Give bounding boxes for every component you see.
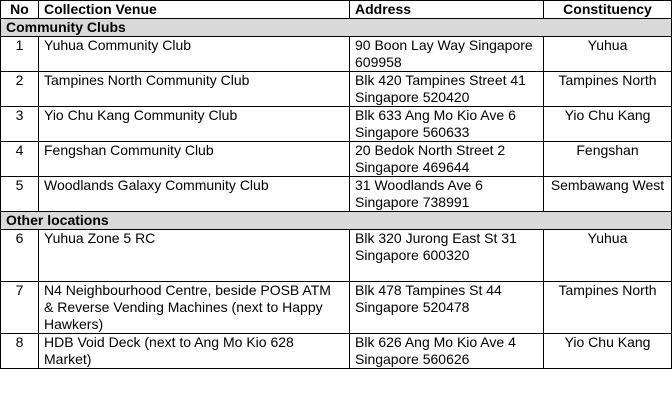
header-constituency: Constituency: [544, 1, 672, 19]
constituency-cell: Sembawang West: [544, 177, 672, 212]
venue-cell: Yuhua Community Club: [39, 37, 350, 72]
table-row: [1, 282, 672, 334]
table-row: [1, 72, 672, 107]
header-address: Address: [350, 1, 544, 19]
header-no: No: [1, 1, 39, 19]
table-row: [1, 230, 672, 282]
address-cell: Blk 626 Ang Mo Kio Ave 4 Singapore 560626: [350, 334, 544, 369]
section-title: Other locations: [1, 212, 672, 230]
row-number: 4: [1, 142, 39, 177]
constituency-cell: Yuhua: [544, 37, 672, 72]
section-header-community-clubs: [1, 19, 672, 37]
constituency-cell: Yio Chu Kang: [544, 107, 672, 142]
row-number: 1: [1, 37, 39, 72]
row-number: 6: [1, 230, 39, 282]
address-cell: Blk 420 Tampines Street 41 Singapore 520420: [350, 72, 544, 107]
table-row: [1, 107, 672, 142]
venue-cell: HDB Void Deck (next to Ang Mo Kio 628 Market): [39, 334, 350, 369]
venue-cell: Woodlands Galaxy Community Club: [39, 177, 350, 212]
header-row: [1, 1, 672, 19]
address-cell: 20 Bedok North Street 2 Singapore 469644: [350, 142, 544, 177]
address-cell: 90 Boon Lay Way Singapore 609958: [350, 37, 544, 72]
constituency-cell: Yuhua: [544, 230, 672, 282]
table-row: [1, 334, 672, 369]
header-collection-venue: Collection Venue: [39, 1, 350, 19]
row-number: 7: [1, 282, 39, 334]
section-title: Community Clubs: [1, 19, 672, 37]
section-header-other-locations: [1, 212, 672, 230]
row-number: 2: [1, 72, 39, 107]
row-number: 8: [1, 334, 39, 369]
address-cell: Blk 320 Jurong East St 31 Singapore 600320: [350, 230, 544, 282]
table-row: [1, 142, 672, 177]
address-cell: Blk 633 Ang Mo Kio Ave 6 Singapore 560633: [350, 107, 544, 142]
address-cell: 31 Woodlands Ave 6 Singapore 738991: [350, 177, 544, 212]
venue-cell: Fengshan Community Club: [39, 142, 350, 177]
constituency-cell: Tampines North: [544, 282, 672, 334]
table-row: [1, 37, 672, 72]
constituency-cell: Fengshan: [544, 142, 672, 177]
venue-cell: N4 Neighbourhood Centre, beside POSB ATM & Reverse Vending Machines (next to Happy Hawkers): [39, 282, 350, 334]
row-number: 3: [1, 107, 39, 142]
venue-cell: Yuhua Zone 5 RC: [39, 230, 350, 282]
table-row: [1, 177, 672, 212]
address-cell: Blk 478 Tampines St 44 Singapore 520478: [350, 282, 544, 334]
constituency-cell: Yio Chu Kang: [544, 334, 672, 369]
venue-cell: Tampines North Community Club: [39, 72, 350, 107]
venue-cell: Yio Chu Kang Community Club: [39, 107, 350, 142]
constituency-cell: Tampines North: [544, 72, 672, 107]
row-number: 5: [1, 177, 39, 212]
